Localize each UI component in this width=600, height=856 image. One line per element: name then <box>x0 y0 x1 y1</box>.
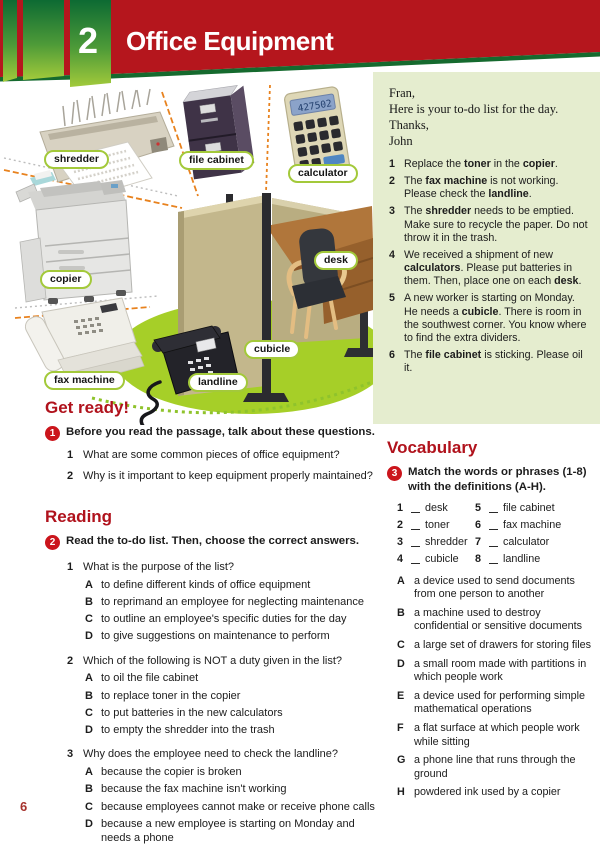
activity-instruction: Read the to-do list. Then, choose the correct answers. <box>66 535 360 548</box>
question-number: 3 <box>67 748 74 761</box>
page-title: Office Equipment <box>126 26 334 56</box>
match-item <box>397 519 475 531</box>
option-letter: C <box>85 706 93 719</box>
activity-1 <box>45 425 381 441</box>
label-file-cabinet: file cabinet <box>179 151 254 170</box>
definition-row <box>397 722 595 749</box>
match-row <box>397 519 595 531</box>
definition-letter: H <box>397 786 405 799</box>
answer-blank <box>489 554 498 564</box>
option-row <box>85 629 381 643</box>
todo-note-panel <box>373 72 600 424</box>
question-row <box>67 469 381 484</box>
green-stripe <box>23 0 64 80</box>
activity-3 <box>387 465 595 495</box>
activity-instruction: Match the words or phrases (1-8) with the definitions (A-H). <box>408 466 587 493</box>
definition-row <box>397 575 595 602</box>
option-text: because employees cannot make or receive phone calls <box>101 800 375 813</box>
match-word: toner <box>425 518 450 531</box>
option-text: to oil the file cabinet <box>101 672 199 685</box>
question-row <box>67 448 381 463</box>
option-text: because the copier is broken <box>101 765 242 778</box>
question-text: Which of the following is NOT a duty given in the list? <box>83 654 343 667</box>
match-word: cubicle <box>425 552 459 565</box>
question-number: 1 <box>67 561 74 574</box>
todo-text: Replace the toner in the copier. <box>404 158 558 170</box>
option-letter: A <box>85 578 93 591</box>
match-item <box>475 502 555 514</box>
question-number: 2 <box>67 469 74 482</box>
option-row <box>85 671 381 685</box>
option-row <box>85 723 381 737</box>
definition-text: powdered ink used by a copier <box>414 786 561 799</box>
match-number: 2 <box>397 518 404 531</box>
match-number: 3 <box>397 535 404 548</box>
match-number: 5 <box>475 501 482 514</box>
note-greeting: Fran, <box>389 86 416 100</box>
label-fax-machine: fax machine <box>44 371 125 390</box>
activity-2 <box>45 534 381 550</box>
match-item <box>475 553 540 565</box>
todo-item <box>389 249 588 288</box>
option-text: because the fax machine isn't working <box>101 783 287 796</box>
definition-text: a device used to send documents from one person to another <box>414 574 575 601</box>
definition-letter: G <box>397 754 406 767</box>
note-signature: John <box>389 134 413 148</box>
vocabulary-section <box>387 438 595 800</box>
option-letter: D <box>85 817 93 830</box>
definition-letter: E <box>397 689 405 702</box>
option-letter: D <box>85 724 93 737</box>
label-desk: desk <box>314 251 358 270</box>
activity-number-badge: 1 <box>45 426 60 441</box>
todo-text: We received a shipment of new calculators. Please put batteries in them. Then, place one on each desk. <box>404 248 582 288</box>
question-number: 2 <box>67 654 74 667</box>
answer-blank <box>411 554 420 564</box>
match-number: 7 <box>475 535 482 548</box>
option-row <box>85 612 381 626</box>
reading-question-2 <box>45 654 381 738</box>
match-number: 8 <box>475 552 482 565</box>
todo-number: 6 <box>389 349 395 362</box>
match-item <box>475 536 549 548</box>
label-cubicle: cubicle <box>244 340 300 359</box>
match-item <box>397 553 475 565</box>
option-letter: C <box>85 613 93 626</box>
todo-text: The fax machine is not working. Please check the landline. <box>404 175 559 201</box>
match-word: desk <box>425 501 448 514</box>
office-equipment-illustration <box>0 80 373 425</box>
definition-text: a flat surface at which people work while sitting <box>414 722 580 748</box>
todo-item <box>389 292 588 345</box>
match-word: shredder <box>425 535 468 548</box>
reading-question-3 <box>45 747 381 845</box>
todo-text: The shredder needs to be emptied. Make sure to recycle the paper. Do not throw it in the trash. <box>404 205 588 244</box>
definition-row <box>397 690 595 717</box>
definition-row <box>397 786 595 800</box>
answer-blank <box>411 520 420 530</box>
match-number: 6 <box>475 518 482 531</box>
answer-blank <box>411 503 420 513</box>
option-letter: D <box>85 630 93 643</box>
todo-item <box>389 349 588 375</box>
option-row <box>85 782 381 796</box>
option-row <box>85 578 381 592</box>
activity-number-badge: 2 <box>45 535 60 550</box>
definition-text: a device used for performing simple mathematical operations <box>414 689 586 716</box>
definition-row <box>397 754 595 781</box>
match-number: 1 <box>397 501 404 514</box>
question-text: What are some common pieces of office equipment? <box>83 449 340 461</box>
question-text: Why does the employee need to check the landline? <box>83 748 338 761</box>
reading-heading: Reading <box>45 507 113 527</box>
question-number: 1 <box>67 449 74 461</box>
option-text: to outline an employee's specific duties for the day <box>101 613 347 626</box>
match-row <box>397 553 595 565</box>
option-letter: B <box>85 689 93 702</box>
option-text: because a new employee is starting on Monday and needs a phone <box>101 817 355 845</box>
question-row <box>67 747 381 762</box>
match-row <box>397 502 595 514</box>
option-text: to empty the shredder into the trash <box>101 724 275 737</box>
definition-letter: A <box>397 574 405 587</box>
option-letter: A <box>85 765 93 778</box>
note-intro-line: Here is your to-do list for the day. <box>389 102 559 116</box>
definition-letter: F <box>397 722 404 734</box>
todo-item <box>389 158 588 171</box>
option-row <box>85 765 381 779</box>
option-row <box>85 800 381 814</box>
option-row <box>85 706 381 720</box>
match-list <box>397 502 595 565</box>
answer-blank <box>489 503 498 513</box>
activity-instruction: Before you read the passage, talk about these questions. <box>66 426 375 438</box>
option-letter: B <box>85 783 93 796</box>
option-letter: C <box>85 800 93 813</box>
todo-number: 4 <box>389 248 395 261</box>
todo-list <box>389 158 588 375</box>
shredder-drawing <box>40 89 174 198</box>
option-letter: A <box>85 672 93 685</box>
unit-number: 2 <box>77 20 99 61</box>
label-landline: landline <box>188 373 248 392</box>
definition-letter: D <box>397 657 405 670</box>
definition-text: a small room made with partitions in which people work <box>414 657 587 684</box>
todo-item <box>389 205 588 244</box>
left-column <box>45 398 381 845</box>
option-text: to define different kinds of office equipment <box>101 578 311 591</box>
option-text: to replace toner in the copier <box>101 689 241 702</box>
question-row <box>67 560 381 575</box>
match-item <box>475 519 561 531</box>
calculator-display: 427502 <box>296 98 333 115</box>
match-item <box>397 536 475 548</box>
definition-row <box>397 607 595 634</box>
option-text: to reprimand an employee for neglecting maintenance <box>101 595 364 608</box>
reading-question-1 <box>45 560 381 644</box>
todo-item <box>389 175 588 201</box>
label-shredder: shredder <box>44 150 109 169</box>
vocabulary-heading: Vocabulary <box>387 438 478 457</box>
option-row <box>85 689 381 703</box>
todo-number: 2 <box>389 175 395 188</box>
option-text: to put batteries in the new calculators <box>101 706 283 719</box>
green-stripe <box>3 0 17 82</box>
todo-text: The file cabinet is sticking. Please oil it. <box>404 349 583 375</box>
activity-number-badge: 3 <box>387 466 402 481</box>
option-letter: B <box>85 595 93 608</box>
question-row <box>67 654 381 669</box>
label-calculator: calculator <box>288 164 358 183</box>
definition-letter: B <box>397 606 405 619</box>
option-row <box>85 817 381 846</box>
match-row <box>397 536 595 548</box>
match-item <box>397 502 475 514</box>
todo-text: A new worker is starting on Monday. He needs a cubicle. There is room in the southwest corner. You know where to find the extra dividers. <box>404 292 587 344</box>
answer-blank <box>489 537 498 547</box>
todo-number: 5 <box>389 292 395 305</box>
match-word: calculator <box>503 535 550 548</box>
option-text: to give suggestions on maintenance to perform <box>101 630 330 643</box>
definitions-list <box>387 575 595 800</box>
option-row <box>85 595 381 609</box>
match-word: file cabinet <box>503 501 555 514</box>
page-number: 6 <box>20 799 28 814</box>
question-text: Why is it important to keep equipment properly maintained? <box>83 469 373 482</box>
answer-blank <box>411 537 420 547</box>
reading-section <box>45 507 381 845</box>
match-number: 4 <box>397 552 404 565</box>
definition-row <box>397 658 595 685</box>
todo-number: 1 <box>389 158 395 170</box>
todo-number: 3 <box>389 205 395 218</box>
definition-text: a machine used to destroy confidential or sensitive documents <box>414 606 583 633</box>
label-copier: copier <box>40 270 92 289</box>
definition-text: a large set of drawers for storing files <box>414 639 592 652</box>
note-intro <box>389 85 588 149</box>
question-text: What is the purpose of the list? <box>83 561 235 574</box>
answer-blank <box>489 520 498 530</box>
match-word: fax machine <box>503 518 562 531</box>
definition-text: a phone line that runs through the ground <box>414 754 576 780</box>
definition-row <box>397 639 595 653</box>
match-word: landline <box>503 552 541 565</box>
note-closing: Thanks, <box>389 118 429 132</box>
get-ready-heading: Get ready! <box>45 398 130 417</box>
definition-letter: C <box>397 639 405 652</box>
